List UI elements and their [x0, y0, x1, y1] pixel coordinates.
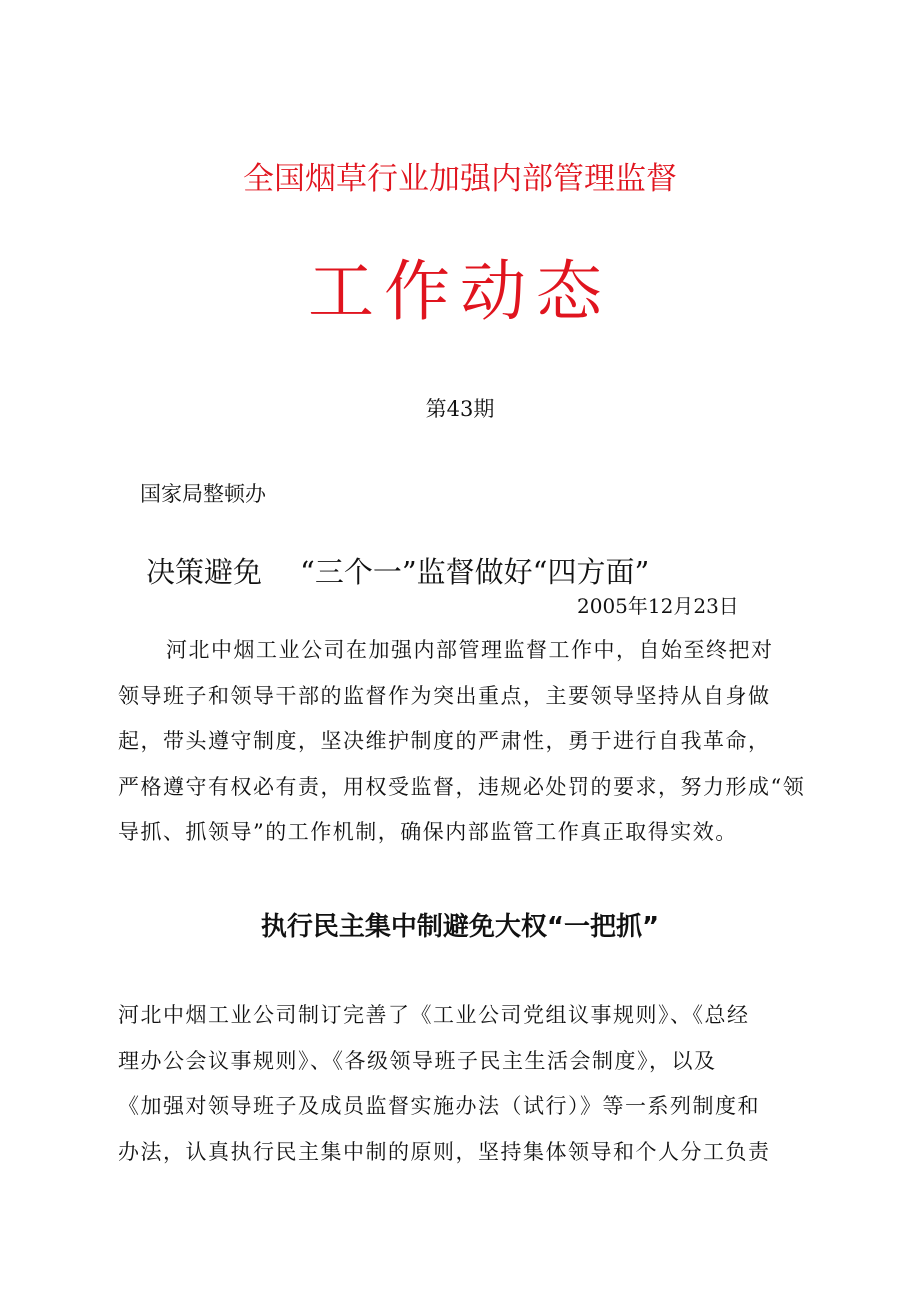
article-title: [146, 553, 649, 591]
paragraph-1: [118, 628, 806, 856]
article-title-part2: “三个一”监督做好“四方面”: [300, 555, 650, 589]
paragraph-line: 河北中烟工业公司在加强内部管理监督工作中，自始至终把对: [166, 638, 774, 662]
issuer: 国家局整顿办: [140, 482, 266, 506]
article-title-part1: 决策避免: [146, 555, 263, 589]
header-title: 工作动态: [308, 253, 612, 330]
paragraph-line: 理办公会议事规则》、《各级领导班子民主生活会制度》，以及: [118, 1048, 717, 1073]
paragraph-line: 导抓、抓领导”的工作机制，确保内部监管工作真正取得实效。: [118, 820, 738, 844]
paragraph-line: 河北中烟工业公司制订完善了《工业公司党组议事规则》、《总经: [118, 1003, 750, 1027]
paragraph-line: 起，带头遵守制度，坚决维护制度的严肃性，勇于进行自我革命，: [118, 729, 771, 753]
paragraph-line: 领导班子和领导干部的监督作为突出重点，主要领导坚持从自身做: [118, 683, 771, 708]
header-line: 全国烟草行业加强内部管理监督: [243, 161, 677, 197]
paragraph-line: 严格遵守有权必有责，用权受监督，违规必处罚的要求，努力形成“领: [118, 774, 806, 799]
paragraph-line: 《加强对领导班子及成员监督实施办法（试行）》等一系列制度和: [118, 1094, 760, 1118]
article-date: 2005年12月23日: [577, 594, 739, 618]
paragraph-2: [118, 993, 800, 1175]
section-heading: 执行民主集中制避免大权“一把抓”: [260, 912, 660, 942]
issue-number: 第43期: [425, 397, 495, 421]
paragraph-line: 办法，认真执行民主集中制的原则，坚持集体领导和个人分工负责: [118, 1139, 771, 1164]
